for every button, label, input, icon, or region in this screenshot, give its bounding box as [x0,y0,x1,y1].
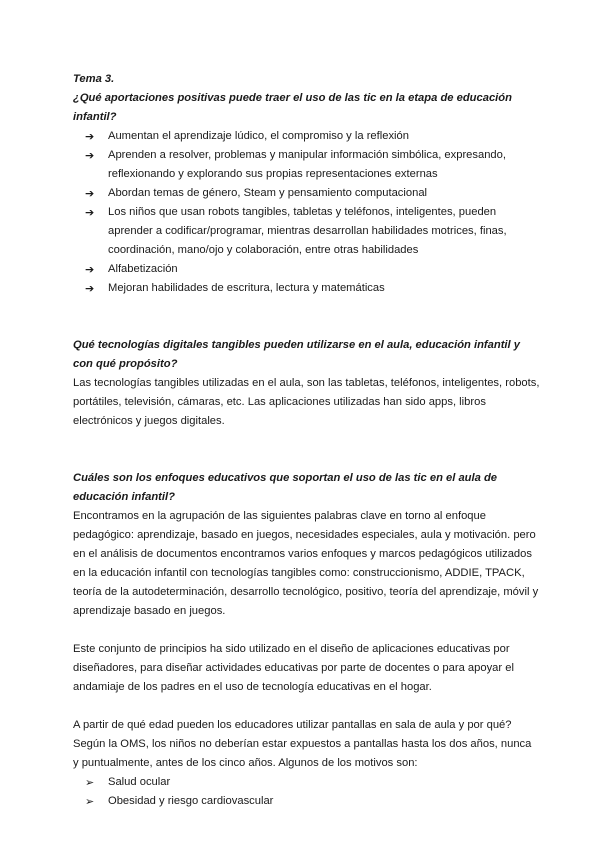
list-item-text: Obesidad y riesgo cardiovascular [108,795,274,807]
question-heading-4: A partir de qué edad pueden los educadores utilizar pantallas en sala de aula y por qué? [73,719,512,731]
list-item [73,792,540,811]
answer-paragraph-3b: Este conjunto de principios ha sido utilizado en el diseño de aplicaciones educativas por diseñadores, para diseñar actividades educativas por parte de docentes o para apoyar el andamiaje de los padres en el uso de tecnología educativas en el hogar. [73,643,514,693]
arrow-bullet-icon: ➔ [85,263,95,276]
arrowhead-bullet-icon: ➢ [85,776,95,789]
arrow-bullet-icon: ➔ [85,282,95,295]
question-heading-3: Cuáles son los enfoques educativos que soportan el uso de las tic en el aula de educación infantil? [73,472,497,503]
arrow-bullet-icon: ➔ [85,187,95,200]
answer-paragraph-2: Las tecnologías tangibles utilizadas en el aula, son las tabletas, teléfonos, inteligentes, robots, portátiles, televisión, cámaras, etc. Las aplicaciones utilizadas han sido apps, libros electrónicos y juegos digitales. [73,377,540,427]
arrow-bullet-icon: ➔ [85,149,95,162]
list-item-text: Los niños que usan robots tangibles, tabletas y teléfonos, inteligentes, pueden aprender a codificar/programar, mientras desarrollan habilidades motrices, finas, coordinación, mano/ojo y colaboración, entre otras habilidades [108,206,507,256]
list-item-text: Aumentan el aprendizaje lúdico, el compromiso y la reflexión [108,130,409,142]
list-item [73,203,540,260]
list-item-text: Salud ocular [108,776,171,788]
list-item [73,146,540,184]
list-item [73,127,540,146]
arrowhead-bullet-icon: ➢ [85,795,95,808]
list-item-text: Alfabetización [108,263,178,275]
topic-heading: Tema 3. [73,73,115,85]
question-heading-2: Qué tecnologías digitales tangibles pueden utilizarse en el aula, educación infantil y con qué propósito? [73,339,520,370]
list-item-text: Mejoran habilidades de escritura, lectura y matemáticas [108,282,385,294]
arrow-bullet-icon: ➔ [85,130,95,143]
list-item [73,184,540,203]
answer-paragraph-4: Según la OMS, los niños no deberían estar expuestos a pantallas hasta los dos años, nunca y puntualmente, antes de los cinco años. Algunos de los motivos son: [73,738,532,769]
list-item [73,773,540,792]
arrow-list-1 [73,127,540,298]
list-item [73,260,540,279]
list-item-text: Aprenden a resolver, problemas y manipular información simbólica, expresando, reflexionando y explorando sus propias representaciones externas [108,149,506,180]
list-item-text: Abordan temas de género, Steam y pensamiento computacional [108,187,428,199]
arrowhead-list-4 [73,773,540,811]
arrow-bullet-icon: ➔ [85,206,95,219]
question-heading-1: ¿Qué aportaciones positivas puede traer el uso de las tic en la etapa de educación infantil? [73,92,512,123]
answer-paragraph-3: Encontramos en la agrupación de las siguientes palabras clave en torno al enfoque pedagógico: aprendizaje, basado en juegos, necesidades especiales, aula y motivación. pero en el análisis de documentos encontramos varios enfoques y marcos pedagógicos utilizados en la educación infantil con tecnologías tangibles como: construccionismo, ADDIE, TPACK, teoría de la autodeterminación, desarrollo tecnológico, positivo, teoría del aprendizaje, móvil y aprendizaje basado en juegos. [73,510,539,617]
list-item [73,279,540,298]
